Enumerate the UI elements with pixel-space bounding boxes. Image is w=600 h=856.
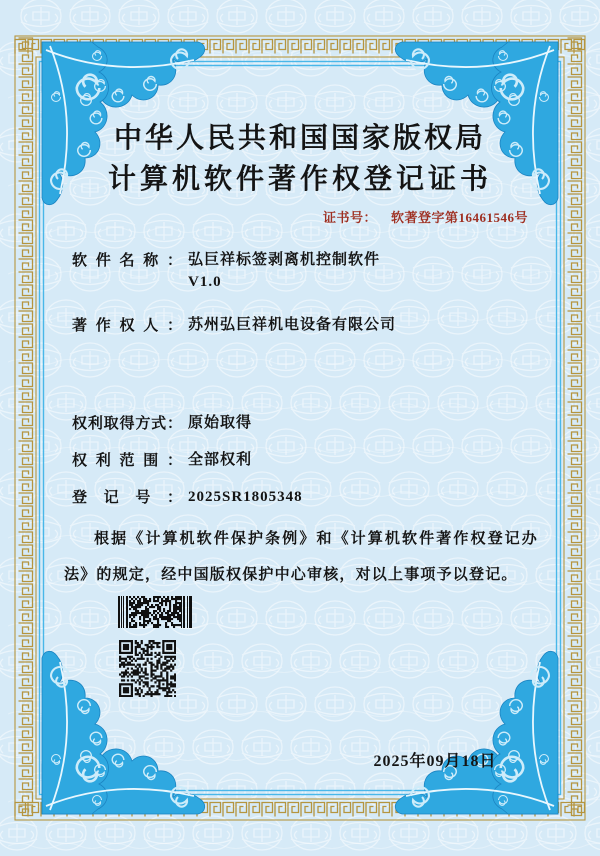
field-label: 软件名称：: [72, 253, 182, 269]
certificate-title: 计算机软件著作权登记证书: [107, 164, 492, 195]
issuer-title: 中华人民共和国国家版权局: [113, 123, 486, 154]
field-value: 2025SR1805348: [188, 489, 303, 505]
issue-date: 2025年09月18日: [373, 753, 497, 770]
field-value: 苏州弘巨祥机电设备有限公司: [188, 317, 397, 333]
field-label: 权利范围：: [72, 453, 182, 469]
software-name: 弘巨祥标签剥离机控制软件: [188, 252, 381, 268]
field-rights-scope: [72, 449, 252, 471]
registration-statement: 根据《计算机软件保护条例》和《计算机软件著作权登记办法》的规定，经中国版权保护中心审核，对以上事项予以登记。: [64, 531, 538, 583]
field-software-name: [72, 249, 380, 293]
field-label: 登记号：: [72, 490, 182, 506]
certificate-number: [0, 207, 528, 226]
software-version: V1.0: [188, 274, 222, 290]
field-value: 原始取得: [188, 415, 253, 431]
certificate-number-label: 证书号：: [322, 210, 377, 225]
field-value: 全部权利: [188, 452, 253, 468]
field-registration-number: [72, 486, 303, 508]
field-label: 权利取得方式：: [72, 416, 182, 432]
barcode: [118, 596, 194, 628]
field-copyright-owner: [72, 314, 396, 336]
field-acquisition-method: [72, 412, 252, 434]
field-label: 著作权人：: [72, 318, 182, 334]
qr-code: [119, 640, 176, 697]
field-value: [188, 249, 380, 293]
certificate-number-value: 软著登字第16461546号: [390, 210, 528, 225]
